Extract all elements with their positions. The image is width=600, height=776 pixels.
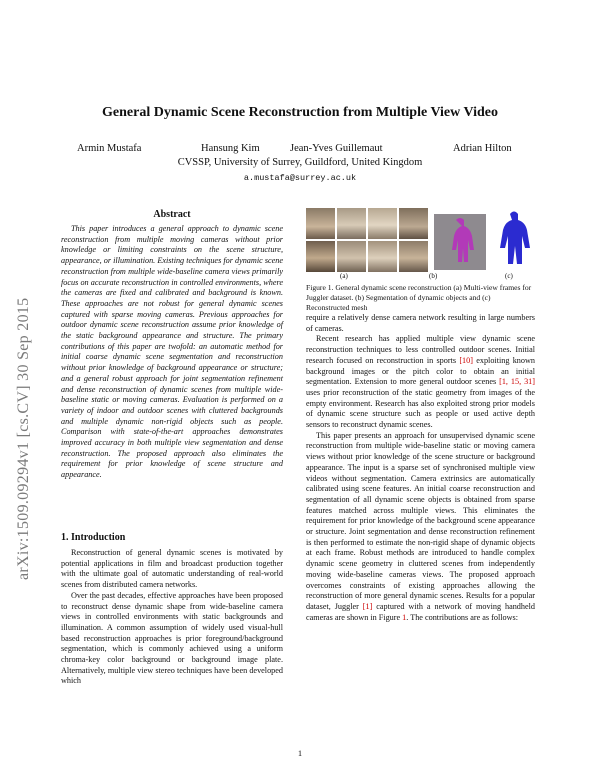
abstract-heading: Abstract — [153, 209, 191, 220]
figure-label-a: (a) — [340, 272, 348, 280]
figure-label-c: (c) — [505, 272, 513, 280]
arxiv-stamp — [2, 210, 32, 580]
text-span: This paper presents an approach for unsupervised dynamic scene reconstruction from multiple wide-baseline static or moving camera views without prior knowledge of the scene structure or background appearance. The input is a sparse set of synchronised multiple view videos without segmentation. Camera extrinsics are automatically calibrated using scene features. An initial coarse reconstruction and segmentation of all dynamic scene objects is obtained from sparse features matched across multiple views. This eliminates the requirement for prior knowledge of the background scene appearance or structure. Joint segmentation and dense reconstruction refinement is then performed to estimate the non-rigid shape of dynamic objects at each frame. Robust methods are introduced to handle complex dynamic scene geometry in cluttered scenes from independently moving wide-baseline cameras views. The proposed approach overcomes constraints of existing approaches allowing the reconstruction of more general dynamic scenes. Results for a popular dataset, Juggler — [306, 430, 535, 611]
author-2: Hansung Kim — [201, 143, 260, 154]
intro-paragraph-1: Reconstruction of general dynamic scenes is motivated by potential applications in film and broadcast production together with the ultimate goal of automatic understanding of real-world scenes from distributed camera networks. — [61, 548, 283, 590]
author-3: Jean-Yves Guillemaut — [290, 143, 383, 154]
right-column-body — [306, 313, 535, 623]
author-1: Armin Mustafa — [77, 143, 142, 154]
frame-thumbnail — [337, 241, 366, 272]
affiliation: CVSSP, University of Surrey, Guildford, United Kingdom — [177, 157, 423, 168]
figure-1 — [306, 208, 535, 282]
arxiv-stamp-text: arXiv:1509.09294v1 [cs.CV] 30 Sep 2015 — [15, 297, 32, 580]
figure-panel-segmentation — [430, 208, 490, 272]
abstract-text: This paper introduces a general approach to dynamic scene reconstruction from multiple moving cameras without prior knowledge or limiting constraints on the scene structure, appearance, or illumination. Existing techniques for dynamic scene reconstruction from multiple wide-baseline camera views primarily focus on accurate reconstruction in controlled environments, where the cameras are fixed and calibrated and background is known. These approaches are not robust for general dynamic scenes captured with sparse moving cameras. Previous approaches for outdoor dynamic scene reconstruction assume prior knowledge of the static background appearance and structure. The primary contributions of this paper are twofold: an automatic method for initial coarse dynamic scene segmentation and reconstruction without prior knowledge of background appearance or structure; and a general robust approach for joint segmentation refinement and dense reconstruction of dynamic scenes from multiple wide-baseline static or moving cameras. Evaluation is performed on a variety of indoor and outdoor scenes with cluttered backgrounds and multiple dynamic non-rigid objects such as people. Comparison with state-of-the-art approaches demonstrates improved accuracy in both multiple view segmentation and dense reconstruction. The proposed approach also eliminates the requirement for prior knowledge of scene structure and appearance. — [61, 224, 283, 480]
segmentation-figure — [430, 208, 490, 272]
introduction-body — [61, 548, 283, 687]
text-span: captured with a network of moving handheld cameras are shown in Figure — [306, 601, 535, 622]
author-email: a.mustafa@surrey.ac.uk — [243, 173, 357, 183]
text-span: uses prior reconstruction of the static geometry from images of the empty environment. Research has also exploited strong prior models of dynamic scene structure such as people or used active depth sensors to reconstruct dynamic scenes. — [306, 387, 535, 430]
paper-title: General Dynamic Scene Reconstruction from Multiple View Video — [102, 105, 498, 120]
figure-link[interactable]: 1 — [402, 612, 407, 622]
frame-thumbnail — [399, 208, 428, 239]
paragraph-this-paper — [306, 431, 535, 624]
citation-link[interactable]: [1] — [362, 601, 373, 611]
frame-thumbnail — [368, 241, 397, 272]
figure-panel-mesh — [493, 208, 535, 272]
section-heading-introduction: 1. Introduction — [61, 532, 126, 543]
mesh-figure — [493, 208, 535, 272]
paragraph-recent-research — [306, 334, 535, 430]
continued-paragraph: require a relatively dense camera network resulting in large numbers of cameras. — [306, 313, 535, 333]
frame-thumbnail — [306, 208, 335, 239]
page-number: 1 — [297, 748, 303, 758]
text-span: exploiting known background images or the pitch color to obtain an initial segmentation. Extension to more general outdoor scenes — [306, 355, 535, 387]
figure-caption: Figure 1. General dynamic scene reconstruction (a) Multi-view frames for Juggler dataset. (b) Segmentation of dynamic objects and (c) Reconstructed mesh — [306, 283, 532, 312]
frame-thumbnail — [368, 208, 397, 239]
frame-thumbnail — [399, 241, 428, 272]
frame-thumbnail — [306, 241, 335, 272]
citation-link[interactable]: [1, 15, 31] — [499, 377, 535, 387]
author-4: Adrian Hilton — [453, 143, 512, 154]
intro-paragraph-2: Over the past decades, effective approaches have been proposed to reconstruct dense dynamic shape from wide-baseline camera views in controlled environments with static backgrounds and illumination. A common assumption of widely used visual-hull based reconstruction approaches is prior foreground/background segmentation, which is commonly achieved using a uniform chroma-key color background or background image plate. Alternatively, multiple view stereo techniques have been developed which — [61, 590, 283, 686]
text-span: Recent research has applied multiple view dynamic scene reconstruction techniques to less controlled outdoor scenes. Initial research focused on reconstruction in sports — [306, 334, 535, 365]
figure-label-b: (b) — [429, 272, 438, 280]
citation-link[interactable]: [10] — [459, 355, 473, 365]
figure-panel-multiview-frames — [306, 208, 428, 272]
frame-thumbnail — [337, 208, 366, 239]
text-span: . The contributions are as follows: — [406, 612, 518, 622]
